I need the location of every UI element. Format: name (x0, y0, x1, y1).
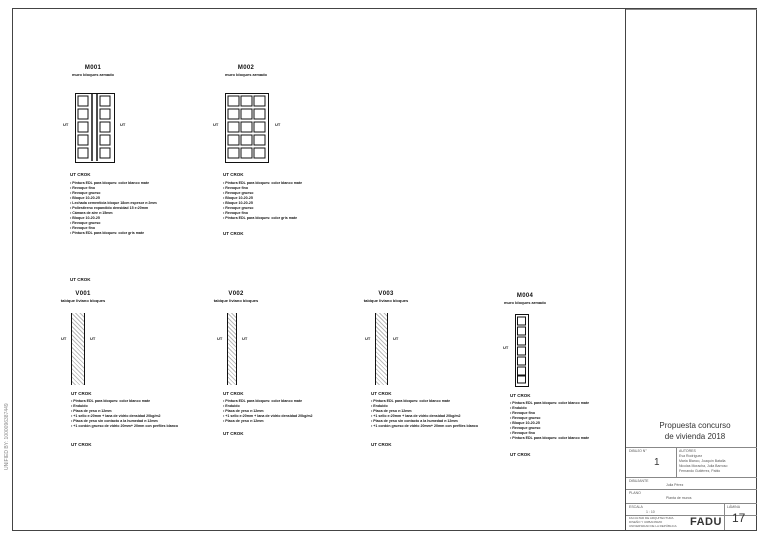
note-item: • Pintura EDL para bloques: color gris mate (70, 231, 157, 236)
detail-subtitle: tabique liviano bloques (363, 298, 409, 303)
detail-footer: UT CROK (70, 277, 91, 282)
note-item: • Revoque grueso (70, 191, 157, 196)
note-item: • Pintura EDL para bloques: color blanco mate (70, 181, 157, 186)
block-grid-drawing (516, 315, 527, 385)
detail-notes-title: UT CROK (70, 172, 91, 177)
detail-footer: UT CROK (71, 442, 92, 447)
note-item: • Placa de yeso e:12mm (223, 409, 313, 414)
detail-v001 (53, 291, 113, 303)
drawn-label: DIBUJANTE (629, 479, 649, 483)
detail-notes-title: UT CROK (223, 391, 244, 396)
detail-code: V002 (228, 291, 244, 297)
detail-subtitle: muro bloques armado (224, 72, 267, 77)
detail-notes-list (223, 399, 313, 424)
wall-elevation-m004 (515, 314, 529, 387)
sheet-label: DIBUJO N° (629, 449, 647, 453)
detail-footer: UT CROK (371, 442, 392, 447)
detail-v003 (356, 291, 416, 303)
authors-label: AUTORES (679, 449, 696, 453)
note-item: • Cámara de aire e:15mm (70, 211, 157, 216)
author-line: Eva Rodríguez (679, 454, 703, 458)
note-item: • Revoque grueso (223, 206, 302, 211)
scale-label: ESCALA (629, 505, 643, 509)
block-grid-drawing (226, 94, 267, 161)
tb-divider (626, 489, 757, 490)
note-item: • Revoque fino (510, 411, 589, 416)
side-margin-label: UNIFIED BY: 1000096387449 (4, 403, 10, 470)
author-line: Maria Blanco, Joaquín Batalla (679, 459, 726, 463)
content-value: Planta de muros (666, 496, 692, 500)
note-item: • Pintura EDL para bloques: color blanco mate (510, 436, 589, 441)
drawing-area (13, 9, 625, 530)
wall-elevation-m001 (75, 93, 115, 163)
note-item: • Enduido (71, 404, 178, 409)
detail-notes-title: UT CROK (71, 391, 92, 396)
note-item: • +1 sello e:20mm + lana de vidrio densidad 20kg/m2 (71, 414, 178, 419)
detail-left-tag: UT (217, 336, 223, 341)
scale-value: 1 : 10 (646, 510, 655, 514)
institution-line: UNIVERSIDAD DE LA REPÚBLICA (629, 524, 677, 528)
note-item: • Placa de yeso sin contacto a la humedad e:12mm (71, 419, 178, 424)
author-line: Fernando Gutiérrez, Pablo (679, 469, 721, 473)
note-item: • +1 sello e:20mm + lana de vidrio densidad 20kg/m2 (223, 414, 313, 419)
tb-divider (626, 447, 757, 448)
author-line: Nicolas Moracha, Julia Barroso (679, 464, 728, 468)
note-item: • Placa de yeso e:12mm (71, 409, 178, 414)
detail-right-tag: UT (393, 336, 399, 341)
page-label: LÁMINA (727, 505, 741, 509)
project-title-line-1: Propuesta concurso (659, 421, 731, 430)
note-item: • Enduido (371, 404, 478, 409)
detail-right-tag: UT (120, 122, 126, 127)
note-item: • Bloque 10-20-25 (223, 201, 302, 206)
note-item: • Pintura EDL para bloques: color blanco mate (223, 399, 313, 404)
note-item: • Pintura EDL para bloques: color blanco mate (71, 399, 178, 404)
detail-left-tag: UT (365, 336, 371, 341)
detail-notes-title: UT CROK (510, 393, 531, 398)
detail-code: M002 (237, 65, 255, 71)
detail-footer: UT CROK (510, 452, 531, 457)
wall-section-v003 (375, 313, 388, 385)
detail-m002 (211, 65, 281, 77)
note-item: • +1 cordón grueso de vidrio 20mm+ 20mm con perfiles blanco (371, 424, 478, 429)
note-item: • Placa de yeso sin contacto a la humedad e:12mm (371, 419, 478, 424)
tb-divider (676, 447, 677, 477)
detail-notes-list (223, 181, 302, 221)
fadu-logo: FADU (690, 516, 722, 528)
note-item: • Lechada cementicia bloque 18cm espesor e:2mm (70, 201, 157, 206)
note-item: • Placa de yeso e:12mm (223, 419, 313, 424)
detail-right-tag: UT (242, 336, 248, 341)
note-item: • Revoque grueso (510, 426, 589, 431)
detail-notes-list (70, 181, 157, 236)
detail-code: M001 (84, 65, 102, 71)
project-title-line-2: de vivienda 2018 (664, 432, 726, 441)
drawn-value: Julia Pérez (666, 483, 684, 487)
note-item: • Revoque fino (70, 186, 157, 191)
detail-notes-title: UT CROK (371, 391, 392, 396)
note-item: • Enduido (223, 404, 313, 409)
note-item: • Placa de yeso e:12mm (371, 409, 478, 414)
detail-notes-list (371, 399, 478, 429)
wall-section-v001 (71, 313, 85, 385)
detail-right-tag: UT (275, 122, 281, 127)
detail-code: M004 (516, 293, 534, 299)
detail-notes-list (510, 401, 589, 441)
detail-subtitle: tabique liviano bloques (213, 298, 259, 303)
note-item: • Enduido (510, 406, 589, 411)
detail-m004 (495, 293, 555, 305)
note-item: • Revoque fino (223, 211, 302, 216)
project-title (640, 420, 750, 442)
wall-elevation-m002 (225, 93, 269, 163)
detail-code: V003 (378, 291, 394, 297)
note-item: • Revoque grueso (223, 191, 302, 196)
detail-right-tag: UT (90, 336, 96, 341)
detail-left-tag: UT (63, 122, 69, 127)
detail-subtitle: tabique liviano bloques (60, 298, 106, 303)
note-item: • Revoque grueso (70, 221, 157, 226)
note-item: • +1 sello e:20mm + lana de vidrio densidad 20kg/m2 (371, 414, 478, 419)
note-item: • Pintura EDL para bloques: color blanco mate (371, 399, 478, 404)
block-grid-drawing (76, 94, 113, 161)
note-item: • Pintura EDL para bloques: color blanco mate (510, 401, 589, 406)
title-block (625, 9, 757, 530)
sheet-number: 1 (654, 457, 660, 468)
note-item: • Revoque fino (70, 226, 157, 231)
note-item: • Bloque 10-20-25 (70, 196, 157, 201)
note-item: • +1 cordón grueso de vidrio 20mm+ 20mm con perfiles blanco (71, 424, 178, 429)
note-item: • Revoque fino (510, 431, 589, 436)
note-item: • Bloque 10-20-25 (70, 216, 157, 221)
tb-divider (626, 503, 757, 504)
detail-notes-title: UT CROK (223, 172, 244, 177)
wall-section-v002 (227, 313, 237, 385)
detail-subtitle: muro bloques armado (71, 72, 114, 77)
detail-v002 (206, 291, 266, 303)
tb-divider (626, 9, 757, 10)
note-item: • Pintura EDL para bloques: color gris mate (223, 216, 302, 221)
note-item: • Revoque grueso (510, 416, 589, 421)
drawing-sheet (12, 8, 757, 531)
detail-footer: UT CROK (223, 231, 244, 236)
detail-subtitle: muro bloques armado (503, 300, 546, 305)
tb-divider (626, 477, 757, 478)
note-item: • Pintura EDL para bloques: color blanco mate (223, 181, 302, 186)
content-label: PLANO (629, 491, 641, 495)
detail-notes-list (71, 399, 178, 429)
note-item: • Bloque 10-20-25 (223, 196, 302, 201)
detail-left-tag: UT (61, 336, 67, 341)
detail-m001 (58, 65, 128, 77)
detail-footer: UT CROK (223, 431, 244, 436)
institution-line: DISEÑO Y URBANISMO (629, 520, 663, 524)
institution-line: FACULTAD DE ARQUITECTURA (629, 516, 674, 520)
detail-left-tag: UT (213, 122, 219, 127)
note-item: • Poliestireno expandido densidad 15 e:20mm (70, 206, 157, 211)
page-number: 17 (732, 511, 746, 525)
note-item: • Bloque 10-20-25 (510, 421, 589, 426)
detail-left-tag: UT (503, 345, 509, 350)
detail-code: V001 (75, 291, 91, 297)
tb-divider (724, 503, 725, 530)
note-item: • Revoque fino (223, 186, 302, 191)
